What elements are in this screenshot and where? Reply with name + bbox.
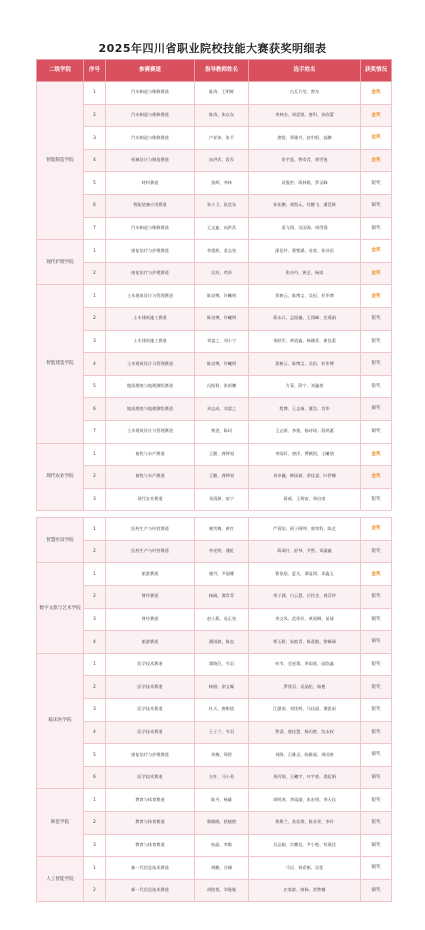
teacher-cell: 黎晓晓、欧晓艳 [195,812,249,835]
track-cell: 新一代信息技术赛道 [106,879,195,902]
college-cell: 现代护理学院 [37,240,84,285]
award-cell: 金奖 [361,563,392,586]
table-row [37,240,392,263]
students-cell: 刘卓巍、韩国斌、余佳睿、叶伊娜 [249,466,361,489]
track-cell: 财经赛道 [106,586,195,609]
award-cell: 银奖 [361,789,392,812]
award-cell: 铜奖 [361,834,392,857]
page-title: 2025年四川省职业院校技能大赛获奖明细表 [98,42,327,55]
award-cell: 金奖 [361,262,392,285]
number-cell: 5 [84,172,106,195]
award-cell: 铜奖 [361,608,392,631]
award-cell: 金奖 [361,285,392,308]
award-cell: 铜奖 [361,420,392,443]
track-cell: 智能装备应用赛道 [106,194,195,217]
table-row [37,488,392,511]
students-cell: 邹跃军、黄道鑫、杨珊菲、崔佳柔 [249,330,361,353]
teacher-cell: 黎进、陈珂 [195,420,249,443]
number-cell: 1 [84,857,106,880]
number-cell: 2 [84,879,106,902]
college-cell: 师范学院 [37,789,84,857]
header-award: 获奖情况 [361,60,392,82]
award-cell: 金奖 [361,149,392,172]
teacher-cell: 陈良博、许曦明 [195,285,249,308]
table-row [37,744,392,767]
table-row [37,172,392,195]
students-cell: 袁俊洪、蒋林棋、罗灵峰 [249,172,361,195]
award-cell: 银奖 [361,330,392,353]
table-row [37,631,392,654]
table-row [37,443,392,466]
track-cell: 医学技术赛道 [106,676,195,699]
students-cell: 贺树云、陈博文、吴恒、杜华博 [249,353,361,376]
header-row [37,60,392,82]
students-cell: 蒋永兵、孟锐骊、王翔峰、任燕娟 [249,307,361,330]
award-cell: 铜奖 [361,857,392,880]
number-cell: 6 [84,766,106,789]
track-cell: 医药生产与经营赛道 [106,518,195,541]
table-row [37,104,392,127]
teacher-cell: 杨榕、余文佩 [195,676,249,699]
award-cell: 金奖 [361,518,392,541]
table-row [37,586,392,609]
number-cell: 7 [84,420,106,443]
number-cell: 6 [84,398,106,421]
table-row [37,540,392,563]
students-cell: 庄家滨、康杨、贾曾楠 [249,879,361,902]
students-cell: 邵佳玲、曹紫涵、易欣、张诗语 [249,240,361,263]
track-cell: 土木建筑施工赛道 [106,307,195,330]
teacher-cell: 张辉、李林 [195,172,249,195]
students-cell: 江潞南、刘忧辉、马佳丽、谭思雨 [249,699,361,722]
table-row [37,518,392,541]
track-cell: 土木建筑施工赛道 [106,330,195,353]
table-row [37,653,392,676]
teacher-cell: 陈良博、许曦明 [195,307,249,330]
students-cell: 何韦、毛星翔、李雨欣、邱欣鑫 [249,653,361,676]
table-row [37,699,392,722]
number-cell: 6 [84,194,106,217]
students-cell: 覃玉娇、朱皖青、陈嘉毅、徐佩瑞 [249,631,361,654]
number-cell: 1 [84,82,106,105]
table-row [37,217,392,240]
number-cell: 1 [84,563,106,586]
track-cell: 教育与体育赛道 [106,789,195,812]
students-cell: 刘路、石雅灵、陈雅丽、周国豪 [249,744,361,767]
teacher-cell: 胡鹏、谷珊 [195,857,249,880]
award-cell: 银奖 [361,676,392,699]
track-cell: 财经赛道 [106,608,195,631]
table-row [37,721,392,744]
award-cell: 银奖 [361,307,392,330]
students-cell: 李林杰、周思锐、唐科、孙欣蕾 [249,104,361,127]
number-cell: 3 [84,608,106,631]
table-row [37,285,392,308]
teacher-cell: 左叶、马小英 [195,766,249,789]
number-cell: 2 [84,466,106,489]
track-cell: 现代农业赛道 [106,488,195,511]
students-cell: 吴忌颖、宗鹏仪、尹小艳、苟燕佳 [249,834,361,857]
track-cell: 汽车制造与维修赛道 [106,104,195,127]
table-row [37,375,392,398]
students-cell: 古瓦方莹、曾东 [249,82,361,105]
track-cell: 康复治疗与护理赛道 [106,262,195,285]
teacher-cell: 王勤、龚钟划 [195,443,249,466]
table-row [37,149,392,172]
students-cell: 严蓉怡、阿子阿呷、唐荣科、陈艺 [249,518,361,541]
teacher-cell: 刘梅、郑智 [195,744,249,767]
table-row [37,879,392,902]
number-cell: 5 [84,375,106,398]
number-cell: 1 [84,789,106,812]
track-cell: 新一代信息技术赛道 [106,857,195,880]
track-cell: 医学技术赛道 [106,699,195,722]
track-cell: 旅游赛道 [106,631,195,654]
teacher-cell: 杜天、唐彬境 [195,699,249,722]
award-cell: 金奖 [361,127,392,150]
college-cell: 现代农业学院 [37,443,84,511]
students-cell: 马启、柯希彬、吴优 [249,857,361,880]
award-cell: 金奖 [361,240,392,263]
table-row [37,812,392,835]
teacher-cell: 赵小燕、易正容 [195,608,249,631]
gap-cell [37,511,392,518]
track-cell: 地质勘查与地理测绘赛道 [106,375,195,398]
number-cell: 1 [84,518,106,541]
teacher-cell: 陈涛、朱以东 [195,104,249,127]
track-cell: 医药生产与经营赛道 [106,540,195,563]
students-cell: 曾睿、唐佳慧、杨丙艳、沈永权 [249,721,361,744]
students-cell: 罗欣羽、袁晶松、杨艳 [249,676,361,699]
students-cell: 周明鸿、李雨潼、朱宏明、李天仪 [249,789,361,812]
students-cell: 方蓉、薛宁、刘鑫豪 [249,375,361,398]
number-cell: 7 [84,217,106,240]
students-cell: 但宇泓、曾寿青、黄雪锐 [249,149,361,172]
number-cell: 1 [84,443,106,466]
students-cell: 余丙锦、王曦宇、叶宇豪、姜虹娟 [249,766,361,789]
teacher-cell: 吴苏、苟莎 [195,262,249,285]
award-cell: 金奖 [361,104,392,127]
award-cell: 金奖 [361,82,392,105]
students-cell: 张诗丹、黄艺、杨岚 [249,262,361,285]
college-cell: 智慧医技学院 [37,518,84,563]
teacher-cell: 陈涛、王明辉 [195,82,249,105]
table-row [37,676,392,699]
college-cell: 人工智能学院 [37,857,84,902]
table-row [37,857,392,880]
track-cell: 汽车制造与维修赛道 [106,217,195,240]
award-cell: 银奖 [361,653,392,676]
students-cell: 孙佳鹏、郑凯元、付鹏飞、潘晃辉 [249,194,361,217]
number-cell: 1 [84,240,106,263]
award-cell: 银奖 [361,540,392,563]
header-teacher: 指导教师姓名 [195,60,249,82]
award-cell: 铜奖 [361,766,392,789]
teacher-cell: 冯锐权、张裕鹏 [195,375,249,398]
teacher-cell: 胡锐悦、刘曼妮 [195,879,249,902]
number-cell: 4 [84,721,106,744]
track-cell: 汽车制造与维修赛道 [106,82,195,105]
award-cell: 铜奖 [361,879,392,902]
teacher-cell: 谭晓芬、韦羽 [195,653,249,676]
teacher-cell: 向洪武、段军 [195,149,249,172]
students-cell: 王志祺、李俊、杨诗琦、薛鸿惠 [249,420,361,443]
track-cell: 康复治疗与护理赛道 [106,744,195,767]
number-cell: 3 [84,127,106,150]
students-cell: 唐锐、郑雅丹、赵中阳、高鹏 [249,127,361,150]
award-table [36,59,392,902]
number-cell: 3 [84,699,106,722]
number-cell: 2 [84,262,106,285]
track-cell: 土木建筑设计与管理赛道 [106,353,195,376]
number-cell: 2 [84,676,106,699]
teacher-cell: 张小卫、侯宜东 [195,194,249,217]
track-cell: 材料赛道 [106,172,195,195]
table-row [37,330,392,353]
students-cell: 李雨轩、唐洋、费鹤凯、王曦朋 [249,443,361,466]
college-cell: 智能建造学院 [37,285,84,443]
teacher-cell: 邓志成、刘睿之 [195,398,249,421]
award-cell: 铜奖 [361,631,392,654]
teacher-cell: 王文迪、向洪武 [195,217,249,240]
award-cell: 银奖 [361,721,392,744]
students-cell: 姜飞翔、吴国海、周得强 [249,217,361,240]
header-students: 选手姓名 [249,60,361,82]
table-row [37,307,392,330]
award-cell: 铜奖 [361,194,392,217]
table-row [37,789,392,812]
table-row [37,608,392,631]
table-row [37,353,392,376]
table-row [37,262,392,285]
award-cell: 铜奖 [361,217,392,240]
track-cell: 畜牧与水产赛道 [106,443,195,466]
table-row [37,398,392,421]
teacher-cell: 陈丹、杨雄 [195,789,249,812]
table-row [37,420,392,443]
track-cell: 土木建筑设计与管理赛道 [106,285,195,308]
teacher-cell: 潘国斌、陈忠 [195,631,249,654]
table-row [37,82,392,105]
number-cell: 3 [84,330,106,353]
teacher-cell: 谢雪梅、黄红 [195,518,249,541]
teacher-cell: 刘清源、宙宁 [195,488,249,511]
track-cell: 医学技术赛道 [106,721,195,744]
table-row [37,127,392,150]
award-cell: 金奖 [361,443,392,466]
teacher-cell: 李光明、潘虹 [195,540,249,563]
teacher-cell: 刘睿之、刘小宁 [195,330,249,353]
award-cell: 银奖 [361,699,392,722]
award-cell: 银奖 [361,353,392,376]
teacher-cell: 杨碗、谭青青 [195,586,249,609]
track-cell: 教育与体育赛道 [106,834,195,857]
number-cell: 2 [84,307,106,330]
track-cell: 汽车制造与维修赛道 [106,127,195,150]
track-cell: 畜牧与水产赛道 [106,466,195,489]
number-cell: 2 [84,812,106,835]
teacher-cell: 王勤、龚钟划 [195,466,249,489]
students-cell: 蒋瑞月、舒琴、尹然、刘淑鑫 [249,540,361,563]
table-row [37,194,392,217]
track-cell: 教育与体育赛道 [106,812,195,835]
table-row [37,466,392,489]
table-body [37,82,392,902]
number-cell: 4 [84,631,106,654]
track-cell: 康复治疗与护理赛道 [106,240,195,263]
teacher-cell: 谢丹、尹丽娜 [195,563,249,586]
number-cell: 2 [84,104,106,127]
college-cell: 数字文旅与艺术学院 [37,563,84,653]
award-cell: 银奖 [361,812,392,835]
track-cell: 土木建筑设计与管理赛道 [106,420,195,443]
students-cell: 贺树云、陈博文、吴恒、杜华博 [249,285,361,308]
header-track: 参赛赛道 [106,60,195,82]
award-cell: 银奖 [361,172,392,195]
number-cell: 1 [84,285,106,308]
award-cell: 银奖 [361,375,392,398]
students-cell: 荣子涵、白云慧、岳铃芝、龚浮伶 [249,586,361,609]
number-cell: 4 [84,149,106,172]
teacher-cell: 卢祥伟、张平 [195,127,249,150]
award-cell: 铜奖 [361,744,392,767]
track-cell: 旅游赛道 [106,563,195,586]
number-cell: 2 [84,586,106,609]
award-cell: 金奖 [361,466,392,489]
students-cell: 程博、王志扬、董浩、肖华 [249,398,361,421]
teacher-cell: 王子兰、韦羽 [195,721,249,744]
award-cell: 银奖 [361,488,392,511]
header-college: 二级学院 [37,60,84,82]
track-cell: 机械设计与制造赛道 [106,149,195,172]
number-cell: 2 [84,540,106,563]
header-number: 序号 [84,60,106,82]
table-row [37,766,392,789]
track-cell: 医学技术赛道 [106,653,195,676]
track-cell: 地质勘查与地理测绘赛道 [106,398,195,421]
award-cell: 银奖 [361,586,392,609]
students-cell: 李文凤、范琼芳、黄雨琳、苗倩 [249,608,361,631]
number-cell: 3 [84,834,106,857]
students-cell: 蒋威、王翔宙、周启南 [249,488,361,511]
teacher-cell: 李建波、姜志容 [195,240,249,263]
college-cell: 智能制造学院 [37,82,84,240]
award-cell: 铜奖 [361,398,392,421]
number-cell: 4 [84,353,106,376]
students-cell: 曹依依、夏凡、谭显琪、邓鑫玉 [249,563,361,586]
table-row [37,834,392,857]
number-cell: 1 [84,653,106,676]
number-cell: 5 [84,744,106,767]
table-row [37,563,392,586]
teacher-cell: 陈良博、许曦明 [195,353,249,376]
track-cell: 医学技术赛道 [106,766,195,789]
students-cell: 黄斯兰、张佳琪、陈亚荣、李玲 [249,812,361,835]
number-cell: 3 [84,488,106,511]
group-gap [37,511,392,518]
college-cell: 临床医学院 [37,653,84,789]
teacher-cell: 柏晶、李敏 [195,834,249,857]
